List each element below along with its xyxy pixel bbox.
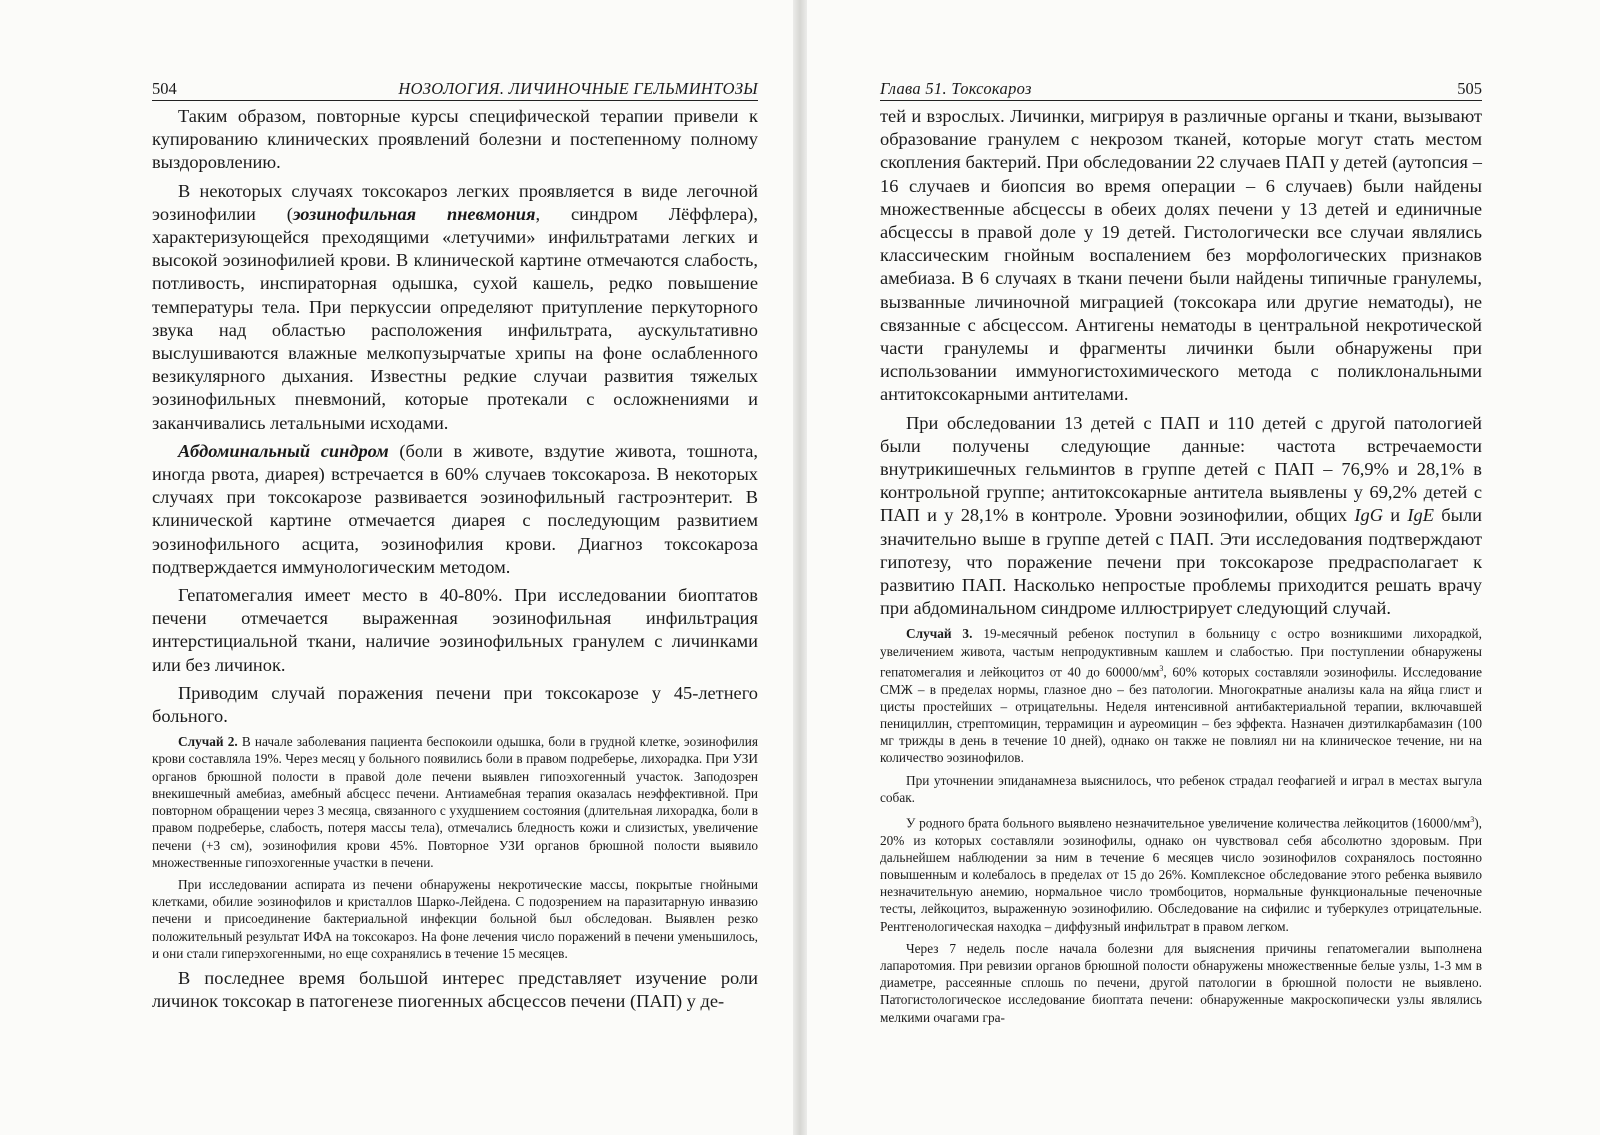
left-paragraph-1: Таким образом, повторные курсы специфической терапии привели к купированию клинических проявлений болезни и постепенному полному выздоровлению. [152, 106, 758, 173]
left-paragraph-2 [152, 180, 758, 435]
term-eosinophilic-pneumonia: эозинофильная пневмония [292, 203, 536, 224]
left-paragraph-6: В последнее время большой интерес представляет изучение роли личинок токсокар в патогенезе пиогенных абсцессов печени (ПАП) у де- [152, 967, 758, 1012]
case-3-p3-superscript: 3 [1470, 814, 1475, 824]
right-page [880, 78, 1482, 1031]
case-3-paragraph-2: При уточнении эпиданамнеза выяснилось, что ребенок страдал геофагией и играл в местах выгула собак. [880, 772, 1482, 805]
case-2-paragraph-2: При исследовании аспирата из печени обнаружены некротические массы, покрытые гнойными клетками, обилие эозинофилов и кристаллов Шарко-Лейдена. С подозрением на паразитарную инвазию печени и присоединение бактериальной инфекции больной был обследован. Выявлен резко положительный результат ИФА на токсокароз. На фоне лечения число поражений в печени уменьшилось, и они стали гиперэхогенными, но еще сохранялись в течение 15 месяцев. [152, 876, 758, 961]
term-igg: IgG [1354, 505, 1383, 526]
case-3-paragraph-3 [880, 811, 1482, 935]
case-3-p3-text-a: У родного брата больного выявлено незначительное увеличение количества лейкоцитов (16000/мм [906, 815, 1471, 831]
case-2-paragraph [152, 733, 758, 871]
book-gutter [793, 0, 807, 1135]
case-3-paragraph [880, 625, 1482, 766]
right-paragraph-2 [880, 412, 1482, 621]
right-p2-and: и [1382, 505, 1408, 526]
case-3-label: Случай 3. [906, 626, 973, 642]
right-p2-text-a: При обследовании 13 детей с ПАП и 110 детей с другой патологией были получены следующие данные: частота встречаемости внутрикишечных гельминтов в группе детей с ПАП – 76,9% и 28,1% в контрольной группе; антитоксокарные антитела выявлены у 69,2% детей с ПАП и у 28,1% в контроле. Уровни эозинофилии, общих [880, 412, 1482, 526]
right-running-header [880, 78, 1482, 101]
left-paragraph-5: Приводим случай поражения печени при токсокарозе у 45-летнего больного. [152, 682, 758, 727]
left-p2-text-a: В некоторых случаях токсокароз легких проявляется в виде легочной эозинофилии ( [152, 180, 758, 224]
right-paragraph-1: тей и взрослых. Личинки, мигрируя в различные органы и ткани, вызывают образование гранулем с некрозом тканей, которые могут стать местом скопления бактерий. При обследовании 22 случаев ПАП у детей (аутопсия – 16 случаев и биопсия во время операции – 6 случаев) были найдены множественные абсцессы в обеих долях печени у 13 детей и единичные абсцессы в правой доле у 19 детей. Гистологически все случаи являлись классическим гнойным воспалением без морфологических признаков амебиаза. В 6 случаях в ткани печени были найдены типичные гранулемы, вызванные личиночной миграцией (токсокара или другие нематоды), не связанные с абсцессом. Антигены нематоды в центральной некротической части гранулемы и фрагменты личинки были обнаружены при использовании иммуногистохимического метода с поликлональными антитоксокарными антителами. [880, 106, 1482, 405]
case-2-label: Случай 2. [178, 734, 238, 750]
left-running-header [152, 78, 758, 101]
left-paragraph-3 [152, 440, 758, 579]
term-abdominal-syndrome: Абдоминальный синдром [178, 440, 389, 461]
term-ige: IgE [1407, 505, 1434, 526]
left-page [152, 78, 758, 1018]
right-running-title: Глава 51. Токсокароз [880, 79, 1032, 98]
right-page-number: 505 [1457, 79, 1482, 98]
case-3-p3-text-b: ), 20% из которых составляли эозинофилы, однако он чувствовал себя абсолютно здоровым. При дальнейшем наблюдении за ним в течение 6 месяцев число эозинофилов сохранялось постоянно повышенным и колебалось в пределах от 15 до 26%. Комплексное обследование этого ребенка выявило незначительную анемию, нормальное число тромбоцитов, нормальные функциональные печеночные тесты, лейкоцитоз, выраженную эозинофилию. Обследование на сифилис и туберкулез отрицательные. Рентгенологическая находка – диффузный инфильтрат в правом легком. [880, 815, 1482, 934]
case-2-text: В начале заболевания пациента беспокоили одышка, боли в грудной клетке, эозинофилия крови составляла 19%. Через месяц у больного появились боли в правом подреберье, лихорадка. При УЗИ органов брюшной полости в правой доле печени выявлен гипоэхогенный участок. Заподозрен внекишечный амебиаз, амебный абсцесс печени. Антиамебная терапия оказалась неэффективной. При повторном обращении через 3 месяца, связанного с ухудшением состояния (длительная лихорадка, боли в правом подреберье, слабость, потеря массы тела), отмечались бледность кожи и слизистых, увеличение печени (+3 см), эозинофилия крови 45%. Повторное УЗИ органов брюшной полости выявило множественные гипоэхогенные участки в печени. [152, 734, 758, 870]
left-p2-text-b: , синдром Лёффлера), характеризующейся преходящими «летучими» инфильтратами легких и высокой эозинофилией крови. В клинической картине отмечаются слабость, потливость, инспираторная одышка, сухой кашель, редко повышение температуры тела. При перкуссии определяют притупление перкуторного звука над областью расположения инфильтрата, аускультативно выслушиваются влажные мелкопузырчатые хрипы на фоне ослабленного везикулярного дыхания. Известны редкие случаи развития тяжелых эозинофильных пневмоний, которые протекали с осложнениями и заканчивались летальными исходами. [152, 203, 759, 433]
left-p3-text: (боли в животе, вздутие живота, тошнота, иногда рвота, диарея) встречается в 60% случаев токсокароза. В некоторых случаях при токсокарозе развивается эозинофильный гастроэнтерит. В клинической картине отмечается диарея с последующим развитием эозинофильного асцита, эозинофилия крови. Диагноз токсокароза подтверждается иммунологическим методом. [152, 440, 759, 577]
case-3-paragraph-4: Через 7 недель после начала болезни для выяснения причины гепатомегалии выполнена лапаротомия. При ревизии органов брюшной полости обнаружены множественные белые узлы, 1-3 мм в диаметре, рассеянные сплошь по печени, другой патологии в брюшной полости не выявлено. Патогистологическое исследование биоптата печени: обнаруженные макроскопически узлы являлись мелкими очагами гра- [880, 940, 1482, 1025]
case-3-superscript: 3 [1159, 663, 1164, 673]
left-page-number: 504 [152, 79, 177, 98]
left-paragraph-4: Гепатомегалия имеет место в 40-80%. При исследовании биоптатов печени отмечается выраженная эозинофильная инфильтрация интерстициальной ткани, наличие эозинофильных гранулем с личинками или без личинок. [152, 585, 758, 675]
left-running-title: НОЗОЛОГИЯ. ЛИЧИНОЧНЫЕ ГЕЛЬМИНТОЗЫ [398, 79, 758, 98]
case-3-text-b: , 60% которых составляли эозинофилы. Исследование СМЖ – в пределах нормы, глазное дно – без патологии. Многократные анализы кала на яйца глист и цисты простейших – отрицательны. Неделя интенсивной антибактериальной терапии, включавшей пенициллин, стрептомицин, террамицин и ауреомицин – без эффекта. Назначен диэтилкарбамазин (100 мг трижды в день в течение 10 дней), однако он также не повлиял ни на клиническое течение, ни на количество эозинофилов. [880, 664, 1482, 766]
case-3-text-a: 19-месячный ребенок поступил в больницу с остро возникшими лихорадкой, увеличением живота, частым непродуктивным кашлем и слабостью. При поступлении обнаружены гепатомегалия и лейкоцитоз от 40 до 60000/мм [880, 626, 1482, 680]
right-p2-text-b: были значительно выше в группе детей с ПАП. Эти исследования подтверждают гипотезу, что поражение печени при токсокарозе предрасполагает к развитию ПАП. Насколько непростые проблемы приходится решать врачу при абдоминальном синдроме иллюстрирует следующий случай. [880, 505, 1482, 619]
